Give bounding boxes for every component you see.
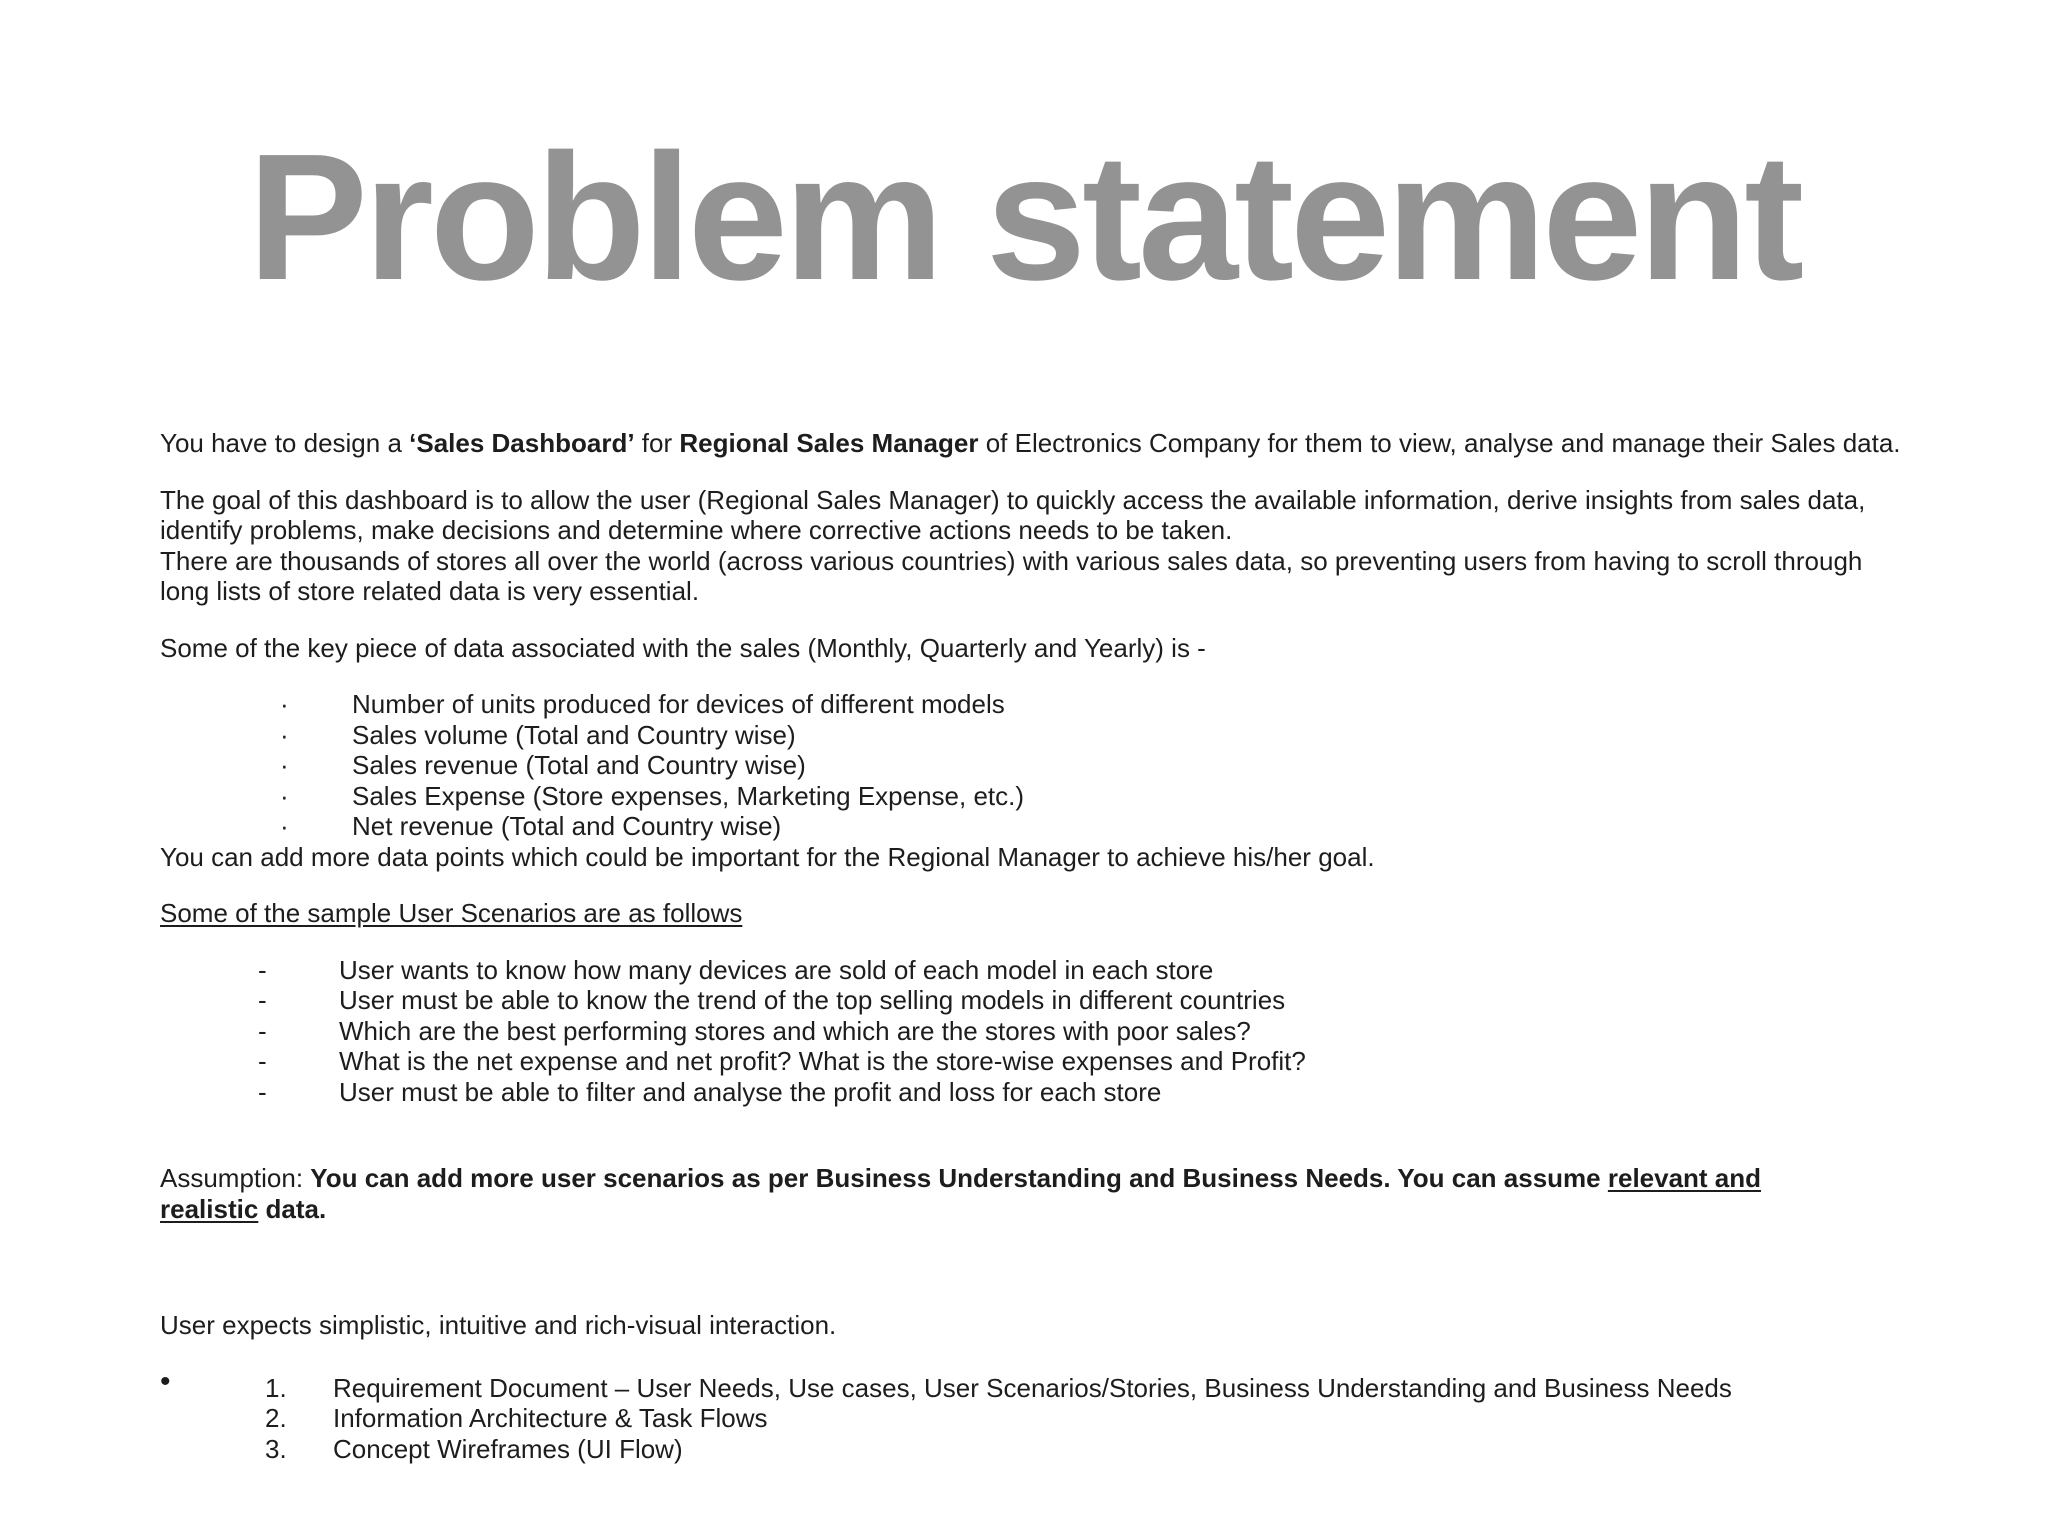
list-marker: · [280,780,289,811]
deliverables-list [160,1364,1960,1465]
list-item-text: Sales Expense (Store expenses, Marketing Expense, etc.) [352,780,1025,811]
assumption-label: Assumption: [160,1163,311,1193]
list-item [160,811,1960,842]
list-marker: - [258,954,267,985]
goal-paragraph [160,485,1960,607]
list-item [160,1016,1960,1047]
list-item [160,781,1960,812]
list-item-text: What is the net expense and net profit? What is the store-wise expenses and Profit? [339,1046,1306,1076]
scenarios-heading [160,898,1960,929]
scenarios-heading-text: Some of the sample User Scenarios are as follows [160,898,743,928]
intro-text: for [634,428,680,458]
list-item [160,955,1960,986]
assumption-paragraph [160,1163,1960,1224]
goal-line: identify problems, make decisions and determine where corrective actions needs to be taken. [160,515,1233,545]
list-item-text: User must be able to know the trend of the top selling models in different countries [339,985,1286,1015]
list-marker: · [280,689,289,719]
list-item [160,1077,1960,1108]
list-marker: · [280,811,289,841]
scenarios-list [160,955,1960,1108]
assumption-line [160,1194,1960,1225]
goal-line: The goal of this dashboard is to allow the user (Regional Sales Manager) to quickly access the available information, derive insights from sales data, [160,484,1866,515]
list-item [160,1373,1960,1404]
page-title: Problem statement [247,117,1801,318]
list-item-text: Sales volume (Total and Country wise) [352,719,796,750]
list-item [160,1434,1960,1465]
goal-line: There are thousands of stores all over the world (across various countries) with various sales data, so preventing users from having to scroll through [160,545,1863,576]
list-marker: · [280,750,289,780]
intro-sales-dashboard: ‘Sales Dashboard’ [409,428,635,458]
list-item-text: Which are the best performing stores and which are the stores with poor sales? [339,1015,1251,1046]
list-item-text: Information Architecture & Task Flows [333,1403,768,1433]
list-number: 1. [265,1372,287,1403]
list-item-text: User wants to know how many devices are sold of each model in each store [339,954,1214,985]
key-data-list [160,689,1960,842]
list-marker: · [280,719,289,750]
goal-line: long lists of store related data is very essential. [160,576,700,606]
intro-text: You have to design a [160,428,410,458]
list-item [160,750,1960,781]
list-item-text: Requirement Document – User Needs, Use cases, User Scenarios/Stories, Business Understanding and Business Needs [333,1372,1732,1403]
list-item-text: Sales revenue (Total and Country wise) [352,750,806,780]
user-expects-text: User expects simplistic, intuitive and rich-visual interaction. [160,1310,837,1340]
intro-text: of Electronics Company for them to view, analyse and manage their Sales data. [978,428,1901,458]
assumption-line [160,1163,1960,1194]
list-item [160,1046,1960,1077]
list-item-text: Concept Wireframes (UI Flow) [333,1433,683,1464]
assumption-underline: realistic [160,1193,259,1224]
list-item-text: Net revenue (Total and Country wise) [352,811,782,841]
list-item [160,720,1960,751]
deliverables-block [160,1364,1960,1465]
list-number: 3. [265,1433,287,1464]
list-marker: - [258,1076,267,1107]
assumption-end: data. [258,1193,327,1224]
assumption-text: You can add more user scenarios as per Business Understanding and Business Needs. You can assume [310,1163,1608,1193]
add-more-text: You can add more data points which could be important for the Regional Manager to achieve his/her goal. [160,841,1375,872]
list-item [160,1403,1960,1434]
intro-regional-sales-manager: Regional Sales Manager [679,428,979,458]
list-item [160,985,1960,1016]
list-item [160,689,1960,720]
list-number: 2. [265,1403,287,1433]
assumption-underline: relevant and [1607,1163,1762,1193]
list-marker: - [258,1046,267,1076]
list-marker: - [258,1015,267,1046]
list-item-text: User must be able to filter and analyse the profit and loss for each store [339,1076,1162,1107]
list-item-text: Number of units produced for devices of different models [352,689,1005,719]
bullet-icon: • [160,1364,171,1398]
list-marker: - [258,985,267,1015]
key-data-intro: Some of the key piece of data associated with the sales (Monthly, Quarterly and Yearly) is - [160,632,1206,663]
intro-paragraph [160,428,1960,459]
slide-body [160,428,1960,1464]
